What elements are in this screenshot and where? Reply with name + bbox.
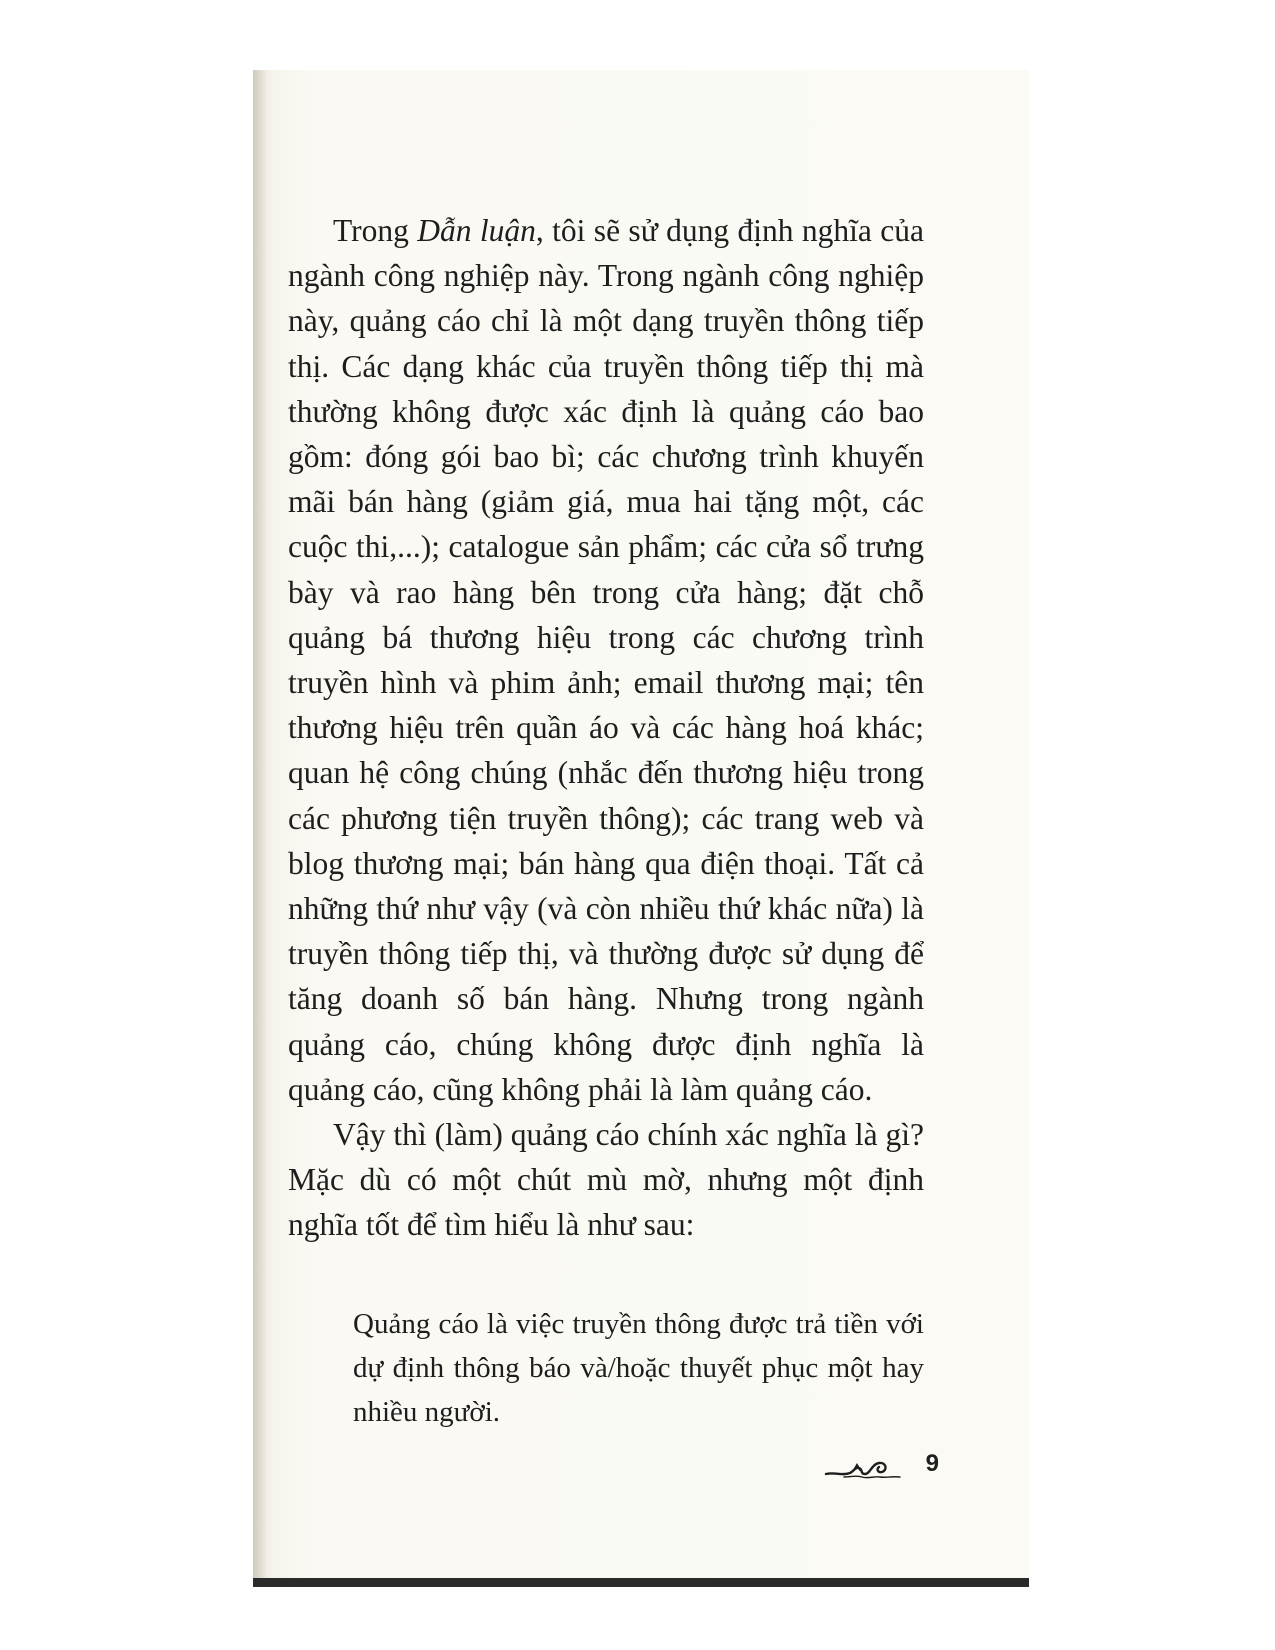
decorative-flourish-icon: [824, 1450, 904, 1484]
paragraph-1: [288, 208, 924, 1112]
page-footer: [824, 1448, 939, 1488]
page-bottom-edge: [253, 1578, 1029, 1587]
book-title: Dẫn luận: [417, 213, 536, 248]
paragraph-1-rest: , tôi sẽ sử dụng định nghĩa của ngành công nghiệp này. Trong ngành công nghiệp này, quảng cáo chỉ là một dạng truyền thông tiếp thị. Các dạng khác của truyền thông tiếp thị mà thường không được xác định là quảng cáo bao gồm: đóng gói bao bì; các chương trình khuyến mãi bán hàng (giảm giá, mua hai tặng một, các cuộc thi,...); catalogue sản phẩm; các cửa sổ trưng bày và rao hàng bên trong cửa hàng; đặt chỗ quảng bá thương hiệu trong các chương trình truyền hình và phim ảnh; email thương mại; tên thương hiệu trên quần áo và các hàng hoá khác; quan hệ công chúng (nhắc đến thương hiệu trong các phương tiện truyền thông); các trang web và blog thương mại; bán hàng qua điện thoại. Tất cả những thứ như vậy (và còn nhiều thứ khác nữa) là truyền thông tiếp thị, và thường được sử dụng để tăng doanh số bán hàng. Nhưng trong ngành quảng cáo, chúng không được định nghĩa là quảng cáo, cũng không phải là làm quảng cáo.: [288, 213, 925, 1107]
paragraph-1-lead: Trong: [333, 213, 418, 248]
page-gutter-shadow: [253, 70, 267, 1586]
body-text: [288, 208, 924, 1248]
page-number: 9: [925, 1450, 939, 1477]
definition-quote: Quảng cáo là việc truyền thông được trả tiền với dự định thông báo và/hoặc thuyết phục một hay nhiều người.: [353, 1308, 924, 1428]
paragraph-2: Vậy thì (làm) quảng cáo chính xác nghĩa là gì? Mặc dù có một chút mù mờ, nhưng một định nghĩa tốt để tìm hiểu là như sau:: [288, 1117, 924, 1243]
